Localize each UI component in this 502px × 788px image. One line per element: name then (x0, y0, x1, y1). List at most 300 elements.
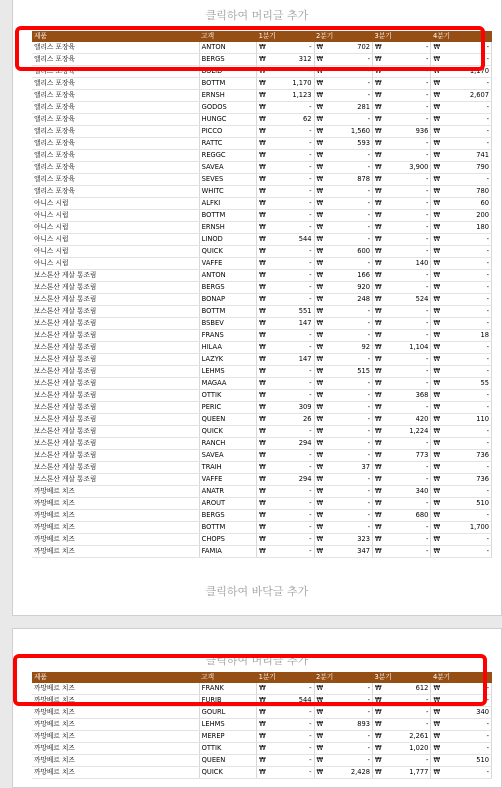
table-row[interactable] (32, 743, 492, 755)
cell-product[interactable]: 보스톤산 게살 통조림 (32, 474, 199, 486)
cell-currency-q3[interactable]: ₩ (372, 438, 380, 450)
cell-value-q3[interactable]: - (381, 114, 431, 126)
table-row[interactable] (32, 450, 492, 462)
cell-value-q1[interactable]: 26 (265, 414, 314, 426)
cell-value-q2[interactable]: 323 (322, 534, 372, 546)
cell-customer[interactable]: LEHMS (199, 366, 256, 378)
cell-product[interactable]: 아니스 시럽 (32, 198, 199, 210)
cell-value-q2[interactable]: 600 (322, 246, 372, 258)
cell-currency-q4[interactable]: ₩ (431, 222, 439, 234)
cell-currency-q4[interactable]: ₩ (431, 510, 439, 522)
cell-value-q1[interactable]: - (265, 498, 314, 510)
cell-value-q1[interactable]: - (265, 731, 314, 743)
cell-value-q3[interactable]: - (381, 719, 431, 731)
cell-currency-q1[interactable]: ₩ (257, 66, 265, 78)
cell-customer[interactable]: BONAP (199, 294, 256, 306)
cell-currency-q1[interactable]: ₩ (257, 462, 265, 474)
cell-value-q1[interactable]: - (265, 342, 314, 354)
cell-value-q2[interactable]: 920 (322, 282, 372, 294)
cell-currency-q2[interactable]: ₩ (314, 767, 322, 779)
table-row[interactable] (32, 234, 492, 246)
cell-value-q3[interactable]: - (381, 534, 431, 546)
cell-currency-q4[interactable]: ₩ (431, 438, 439, 450)
cell-value-q1[interactable]: - (265, 222, 314, 234)
cell-value-q4[interactable]: - (439, 42, 491, 54)
cell-currency-q3[interactable]: ₩ (372, 534, 380, 546)
cell-product[interactable]: 까망베르 치즈 (32, 719, 199, 731)
cell-value-q2[interactable]: - (322, 210, 372, 222)
table-row[interactable] (32, 174, 492, 186)
cell-value-q1[interactable]: - (265, 390, 314, 402)
cell-currency-q2[interactable]: ₩ (314, 695, 322, 707)
cell-currency-q4[interactable]: ₩ (431, 42, 439, 54)
cell-customer[interactable]: FURIB (199, 695, 256, 707)
cell-value-q1[interactable]: - (265, 534, 314, 546)
cell-currency-q4[interactable]: ₩ (431, 126, 439, 138)
cell-product[interactable]: 보스톤산 게살 통조림 (32, 282, 199, 294)
column-header-q2[interactable]: 2분기 (314, 31, 372, 42)
cell-customer[interactable]: AROUT (199, 498, 256, 510)
column-header-product[interactable]: 제품 (32, 672, 199, 683)
table-row[interactable] (32, 366, 492, 378)
cell-product[interactable]: 까망베르 치즈 (32, 707, 199, 719)
cell-value-q3[interactable]: - (381, 54, 431, 66)
cell-customer[interactable]: SAVEA (199, 450, 256, 462)
cell-currency-q2[interactable]: ₩ (314, 354, 322, 366)
table-row[interactable] (32, 318, 492, 330)
cell-value-q2[interactable]: - (322, 162, 372, 174)
table-row[interactable] (32, 210, 492, 222)
cell-value-q3[interactable]: - (381, 522, 431, 534)
cell-product[interactable]: 까망베르 치즈 (32, 534, 199, 546)
cell-currency-q2[interactable]: ₩ (314, 186, 322, 198)
cell-customer[interactable]: BSBEV (199, 318, 256, 330)
cell-value-q4[interactable]: 200 (439, 210, 491, 222)
table-row[interactable] (32, 66, 492, 78)
cell-product[interactable]: 앨리스 포장육 (32, 162, 199, 174)
cell-value-q3[interactable]: - (381, 378, 431, 390)
cell-currency-q1[interactable]: ₩ (257, 683, 265, 695)
cell-value-q1[interactable]: - (265, 294, 314, 306)
cell-value-q1[interactable]: 294 (265, 438, 314, 450)
cell-currency-q4[interactable]: ₩ (431, 234, 439, 246)
cell-currency-q1[interactable]: ₩ (257, 719, 265, 731)
cell-value-q3[interactable]: - (381, 222, 431, 234)
cell-value-q4[interactable]: - (439, 174, 491, 186)
cell-value-q2[interactable]: - (322, 378, 372, 390)
cell-product[interactable]: 보스톤산 게살 통조림 (32, 270, 199, 282)
cell-product[interactable]: 앨리스 포장육 (32, 186, 199, 198)
table-row[interactable] (32, 683, 492, 695)
cell-currency-q2[interactable]: ₩ (314, 270, 322, 282)
cell-value-q1[interactable]: - (265, 42, 314, 54)
cell-value-q3[interactable]: 340 (381, 486, 431, 498)
table-row[interactable] (32, 198, 492, 210)
cell-value-q1[interactable]: - (265, 126, 314, 138)
cell-currency-q3[interactable]: ₩ (372, 354, 380, 366)
table-row[interactable] (32, 438, 492, 450)
cell-currency-q3[interactable]: ₩ (372, 54, 380, 66)
cell-currency-q1[interactable]: ₩ (257, 390, 265, 402)
cell-customer[interactable]: QUICK (199, 246, 256, 258)
cell-currency-q1[interactable]: ₩ (257, 42, 265, 54)
cell-customer[interactable]: BOTTM (199, 78, 256, 90)
cell-currency-q1[interactable]: ₩ (257, 54, 265, 66)
cell-currency-q1[interactable]: ₩ (257, 294, 265, 306)
cell-value-q1[interactable]: - (265, 246, 314, 258)
cell-product[interactable]: 앨리스 포장육 (32, 174, 199, 186)
cell-value-q3[interactable]: - (381, 234, 431, 246)
cell-value-q1[interactable]: - (265, 546, 314, 558)
cell-value-q1[interactable]: - (265, 462, 314, 474)
cell-currency-q4[interactable]: ₩ (431, 102, 439, 114)
cell-currency-q4[interactable]: ₩ (431, 474, 439, 486)
cell-value-q2[interactable]: - (322, 510, 372, 522)
cell-value-q1[interactable]: - (265, 767, 314, 779)
table-row[interactable] (32, 270, 492, 282)
cell-customer[interactable]: ALFKI (199, 198, 256, 210)
cell-product[interactable]: 보스톤산 게살 통조림 (32, 450, 199, 462)
cell-currency-q3[interactable]: ₩ (372, 486, 380, 498)
cell-value-q4[interactable]: - (439, 767, 491, 779)
table-row[interactable] (32, 755, 492, 767)
table-row[interactable] (32, 102, 492, 114)
cell-currency-q4[interactable]: ₩ (431, 390, 439, 402)
cell-value-q4[interactable]: - (439, 510, 491, 522)
cell-currency-q3[interactable]: ₩ (372, 414, 380, 426)
table-row[interactable] (32, 707, 492, 719)
table-row[interactable] (32, 126, 492, 138)
cell-currency-q2[interactable]: ₩ (314, 474, 322, 486)
cell-currency-q3[interactable]: ₩ (372, 683, 380, 695)
cell-product[interactable]: 보스톤산 게살 통조림 (32, 342, 199, 354)
cell-value-q1[interactable]: 62 (265, 114, 314, 126)
cell-value-q2[interactable]: - (322, 390, 372, 402)
cell-value-q2[interactable]: - (322, 498, 372, 510)
cell-product[interactable]: 앨리스 포장육 (32, 126, 199, 138)
cell-value-q4[interactable]: 110 (439, 414, 491, 426)
cell-value-q1[interactable]: - (265, 366, 314, 378)
cell-currency-q4[interactable]: ₩ (431, 426, 439, 438)
cell-currency-q1[interactable]: ₩ (257, 450, 265, 462)
cell-value-q4[interactable]: - (439, 78, 491, 90)
cell-currency-q4[interactable]: ₩ (431, 306, 439, 318)
page-footer-placeholder[interactable]: 클릭하여 바닥글 추가 (205, 585, 309, 598)
cell-value-q2[interactable]: - (322, 318, 372, 330)
cell-value-q2[interactable]: - (322, 402, 372, 414)
cell-currency-q3[interactable]: ₩ (372, 222, 380, 234)
table-row[interactable] (32, 378, 492, 390)
cell-value-q1[interactable]: - (265, 683, 314, 695)
cell-currency-q1[interactable]: ₩ (257, 354, 265, 366)
cell-product[interactable]: 까망베르 치즈 (32, 522, 199, 534)
table-row[interactable] (32, 258, 492, 270)
cell-value-q1[interactable]: - (265, 282, 314, 294)
cell-product[interactable]: 아니스 시럽 (32, 246, 199, 258)
cell-customer[interactable]: OTTIK (199, 743, 256, 755)
cell-customer[interactable]: ANTON (199, 270, 256, 282)
cell-value-q2[interactable]: 702 (322, 42, 372, 54)
cell-currency-q3[interactable]: ₩ (372, 342, 380, 354)
table-row[interactable] (32, 90, 492, 102)
cell-value-q2[interactable]: - (322, 198, 372, 210)
cell-product[interactable]: 까망베르 치즈 (32, 743, 199, 755)
cell-product[interactable]: 앨리스 포장육 (32, 54, 199, 66)
cell-value-q4[interactable]: 18 (439, 330, 491, 342)
cell-currency-q4[interactable]: ₩ (431, 246, 439, 258)
cell-customer[interactable]: QUICK (199, 426, 256, 438)
cell-currency-q3[interactable]: ₩ (372, 66, 380, 78)
cell-value-q3[interactable]: 368 (381, 390, 431, 402)
cell-currency-q3[interactable]: ₩ (372, 126, 380, 138)
cell-value-q2[interactable]: - (322, 755, 372, 767)
cell-currency-q2[interactable]: ₩ (314, 318, 322, 330)
cell-value-q2[interactable]: - (322, 474, 372, 486)
cell-value-q1[interactable]: - (265, 150, 314, 162)
cell-currency-q1[interactable]: ₩ (257, 126, 265, 138)
cell-value-q2[interactable]: - (322, 414, 372, 426)
cell-currency-q2[interactable]: ₩ (314, 683, 322, 695)
column-header-q3[interactable]: 3분기 (372, 672, 430, 683)
table-row[interactable] (32, 42, 492, 54)
cell-value-q3[interactable]: - (381, 366, 431, 378)
cell-value-q3[interactable]: - (381, 318, 431, 330)
cell-currency-q1[interactable]: ₩ (257, 330, 265, 342)
cell-value-q2[interactable]: - (322, 438, 372, 450)
cell-value-q4[interactable]: - (439, 114, 491, 126)
cell-value-q4[interactable]: 55 (439, 378, 491, 390)
table-row[interactable] (32, 78, 492, 90)
cell-value-q3[interactable]: 3,900 (381, 162, 431, 174)
cell-product[interactable]: 보스톤산 게살 통조림 (32, 378, 199, 390)
cell-currency-q4[interactable]: ₩ (431, 378, 439, 390)
cell-currency-q3[interactable]: ₩ (372, 707, 380, 719)
cell-currency-q3[interactable]: ₩ (372, 426, 380, 438)
cell-product[interactable]: 앨리스 포장육 (32, 42, 199, 54)
cell-value-q2[interactable]: 593 (322, 138, 372, 150)
cell-currency-q2[interactable]: ₩ (314, 510, 322, 522)
cell-value-q2[interactable]: - (322, 150, 372, 162)
cell-currency-q2[interactable]: ₩ (314, 390, 322, 402)
cell-currency-q2[interactable]: ₩ (314, 222, 322, 234)
table-row[interactable] (32, 330, 492, 342)
cell-product[interactable]: 까망베르 치즈 (32, 683, 199, 695)
cell-value-q4[interactable]: - (439, 318, 491, 330)
cell-currency-q2[interactable]: ₩ (314, 114, 322, 126)
cell-customer[interactable]: GOURL (199, 707, 256, 719)
cell-currency-q2[interactable]: ₩ (314, 378, 322, 390)
cell-currency-q2[interactable]: ₩ (314, 402, 322, 414)
cell-value-q2[interactable]: - (322, 258, 372, 270)
column-header-customer[interactable]: 고객 (199, 31, 256, 42)
cell-currency-q4[interactable]: ₩ (431, 54, 439, 66)
cell-currency-q1[interactable]: ₩ (257, 138, 265, 150)
table-row[interactable] (32, 306, 492, 318)
cell-currency-q3[interactable]: ₩ (372, 743, 380, 755)
cell-product[interactable]: 아니스 시럽 (32, 222, 199, 234)
cell-customer[interactable]: GODOS (199, 102, 256, 114)
cell-currency-q4[interactable]: ₩ (431, 90, 439, 102)
cell-value-q1[interactable]: - (265, 330, 314, 342)
cell-currency-q4[interactable]: ₩ (431, 282, 439, 294)
table-row[interactable] (32, 402, 492, 414)
cell-currency-q2[interactable]: ₩ (314, 450, 322, 462)
cell-value-q1[interactable]: - (265, 186, 314, 198)
cell-currency-q2[interactable]: ₩ (314, 755, 322, 767)
cell-currency-q1[interactable]: ₩ (257, 498, 265, 510)
cell-currency-q1[interactable]: ₩ (257, 186, 265, 198)
cell-value-q3[interactable]: - (381, 186, 431, 198)
cell-value-q3[interactable]: - (381, 402, 431, 414)
table-row[interactable] (32, 510, 492, 522)
table-row[interactable] (32, 246, 492, 258)
cell-value-q3[interactable]: - (381, 462, 431, 474)
cell-customer[interactable]: FAMIA (199, 546, 256, 558)
cell-currency-q1[interactable]: ₩ (257, 114, 265, 126)
cell-currency-q4[interactable]: ₩ (431, 486, 439, 498)
cell-value-q4[interactable]: 510 (439, 755, 491, 767)
cell-product[interactable]: 보스톤산 게살 통조림 (32, 330, 199, 342)
cell-value-q4[interactable]: - (439, 731, 491, 743)
cell-currency-q4[interactable]: ₩ (431, 462, 439, 474)
cell-currency-q3[interactable]: ₩ (372, 282, 380, 294)
cell-currency-q4[interactable]: ₩ (431, 707, 439, 719)
cell-value-q4[interactable]: - (439, 282, 491, 294)
cell-currency-q1[interactable]: ₩ (257, 426, 265, 438)
cell-customer[interactable]: MAGAA (199, 378, 256, 390)
cell-value-q3[interactable]: - (381, 282, 431, 294)
cell-customer[interactable]: QUEEN (199, 755, 256, 767)
cell-currency-q2[interactable]: ₩ (314, 162, 322, 174)
cell-currency-q4[interactable]: ₩ (431, 294, 439, 306)
cell-value-q4[interactable]: - (439, 534, 491, 546)
cell-currency-q1[interactable]: ₩ (257, 534, 265, 546)
cell-value-q4[interactable]: 60 (439, 198, 491, 210)
cell-currency-q4[interactable]: ₩ (431, 162, 439, 174)
cell-product[interactable]: 보스톤산 게살 통조림 (32, 438, 199, 450)
cell-value-q4[interactable]: - (439, 354, 491, 366)
cell-value-q2[interactable]: 347 (322, 546, 372, 558)
cell-currency-q2[interactable]: ₩ (314, 462, 322, 474)
cell-value-q2[interactable]: - (322, 522, 372, 534)
cell-currency-q3[interactable]: ₩ (372, 522, 380, 534)
cell-currency-q1[interactable]: ₩ (257, 282, 265, 294)
cell-currency-q1[interactable]: ₩ (257, 246, 265, 258)
cell-currency-q3[interactable]: ₩ (372, 114, 380, 126)
cell-currency-q3[interactable]: ₩ (372, 510, 380, 522)
cell-currency-q2[interactable]: ₩ (314, 707, 322, 719)
cell-currency-q1[interactable]: ₩ (257, 366, 265, 378)
cell-currency-q3[interactable]: ₩ (372, 755, 380, 767)
cell-value-q1[interactable]: 544 (265, 234, 314, 246)
cell-value-q3[interactable]: 773 (381, 450, 431, 462)
cell-value-q1[interactable]: 309 (265, 402, 314, 414)
cell-value-q1[interactable]: - (265, 522, 314, 534)
cell-currency-q2[interactable]: ₩ (314, 498, 322, 510)
cell-value-q1[interactable]: - (265, 378, 314, 390)
cell-value-q3[interactable]: - (381, 306, 431, 318)
cell-value-q4[interactable]: - (439, 743, 491, 755)
cell-customer[interactable]: LINOD (199, 234, 256, 246)
cell-product[interactable]: 보스톤산 게살 통조림 (32, 366, 199, 378)
cell-value-q2[interactable]: - (322, 695, 372, 707)
cell-value-q3[interactable]: - (381, 270, 431, 282)
cell-customer[interactable]: ANTON (199, 42, 256, 54)
cell-currency-q1[interactable]: ₩ (257, 90, 265, 102)
cell-currency-q4[interactable]: ₩ (431, 683, 439, 695)
cell-customer[interactable]: RATTC (199, 138, 256, 150)
cell-value-q4[interactable]: - (439, 54, 491, 66)
cell-value-q3[interactable]: 1,777 (381, 767, 431, 779)
table-row[interactable] (32, 414, 492, 426)
cell-value-q1[interactable]: - (265, 707, 314, 719)
cell-value-q3[interactable]: 680 (381, 510, 431, 522)
cell-customer[interactable]: BERGS (199, 510, 256, 522)
cell-product[interactable]: 보스톤산 게살 통조림 (32, 294, 199, 306)
cell-currency-q1[interactable]: ₩ (257, 743, 265, 755)
cell-value-q4[interactable]: - (439, 342, 491, 354)
cell-product[interactable]: 까망베르 치즈 (32, 767, 199, 779)
cell-value-q4[interactable]: - (439, 270, 491, 282)
table-row[interactable] (32, 462, 492, 474)
cell-currency-q3[interactable]: ₩ (372, 102, 380, 114)
cell-currency-q4[interactable]: ₩ (431, 743, 439, 755)
cell-value-q3[interactable]: 420 (381, 414, 431, 426)
cell-value-q4[interactable]: 340 (439, 707, 491, 719)
cell-currency-q3[interactable]: ₩ (372, 462, 380, 474)
cell-product[interactable]: 아니스 시럽 (32, 210, 199, 222)
cell-currency-q1[interactable]: ₩ (257, 486, 265, 498)
cell-currency-q3[interactable]: ₩ (372, 306, 380, 318)
cell-value-q3[interactable]: 2,261 (381, 731, 431, 743)
cell-customer[interactable]: VAFFE (199, 474, 256, 486)
table-row[interactable] (32, 498, 492, 510)
cell-currency-q1[interactable]: ₩ (257, 78, 265, 90)
cell-value-q3[interactable]: - (381, 150, 431, 162)
cell-product[interactable]: 까망베르 치즈 (32, 695, 199, 707)
cell-currency-q3[interactable]: ₩ (372, 390, 380, 402)
cell-currency-q2[interactable]: ₩ (314, 546, 322, 558)
cell-currency-q1[interactable]: ₩ (257, 707, 265, 719)
cell-product[interactable]: 보스톤산 게살 통조림 (32, 390, 199, 402)
cell-customer[interactable]: QUEEN (199, 414, 256, 426)
cell-value-q2[interactable]: 92 (322, 342, 372, 354)
cell-currency-q4[interactable]: ₩ (431, 138, 439, 150)
cell-product[interactable]: 앨리스 포장육 (32, 150, 199, 162)
cell-value-q3[interactable]: 1,104 (381, 342, 431, 354)
cell-currency-q1[interactable]: ₩ (257, 402, 265, 414)
cell-currency-q3[interactable]: ₩ (372, 695, 380, 707)
table-row[interactable] (32, 54, 492, 66)
table-row[interactable] (32, 150, 492, 162)
cell-customer[interactable]: LEHMS (199, 719, 256, 731)
cell-customer[interactable]: VAFFE (199, 258, 256, 270)
cell-currency-q1[interactable]: ₩ (257, 731, 265, 743)
table-row[interactable] (32, 390, 492, 402)
cell-value-q1[interactable]: 544 (265, 695, 314, 707)
cell-value-q3[interactable]: 1,224 (381, 426, 431, 438)
cell-product[interactable]: 앨리스 포장육 (32, 66, 199, 78)
cell-currency-q3[interactable]: ₩ (372, 731, 380, 743)
table-row[interactable] (32, 534, 492, 546)
cell-currency-q2[interactable]: ₩ (314, 534, 322, 546)
cell-currency-q2[interactable]: ₩ (314, 102, 322, 114)
cell-currency-q2[interactable]: ₩ (314, 54, 322, 66)
cell-value-q2[interactable]: - (322, 114, 372, 126)
cell-currency-q3[interactable]: ₩ (372, 234, 380, 246)
cell-currency-q3[interactable]: ₩ (372, 330, 380, 342)
table-row[interactable] (32, 114, 492, 126)
